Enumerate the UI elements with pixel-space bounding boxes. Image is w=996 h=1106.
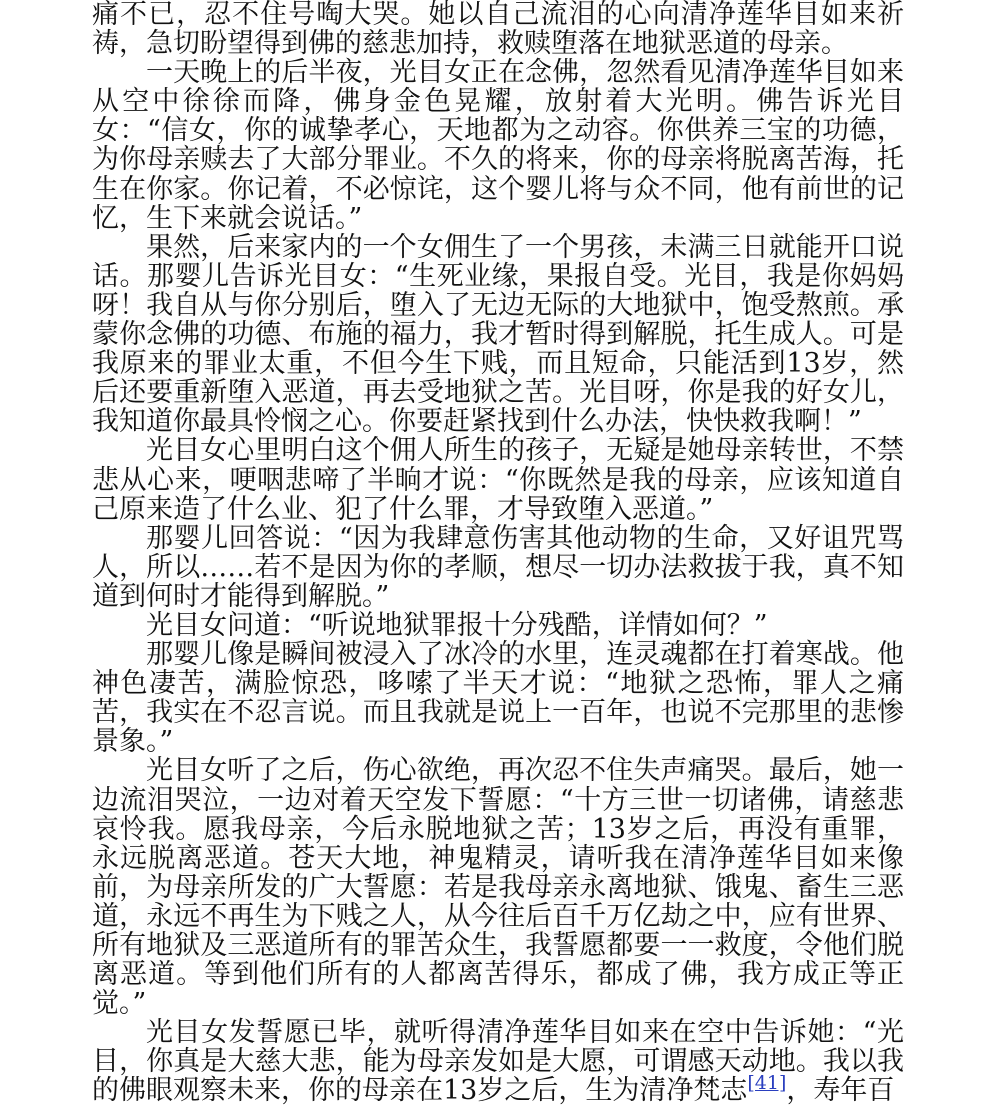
paragraph: 一天晚上的后半夜，光目女正在念佛，忽然看见清净莲华目如来从空中徐徐而降，佛身金色晃耀，放射着大光明。佛告诉光目女：“信女，你的诚挚孝心，天地都为之动容。你供养三宝的功德，为你母亲赎去了大部分罪业。不久的将来，你的母亲将脱离苦海，托生在你家。你记着，不必惊诧，这个婴儿将与众不同，他有前世的记忆，生下来就会说话。”	[92, 57, 904, 234]
footnote-link[interactable]: [41]	[747, 1072, 787, 1095]
paragraph: 果然，后来家内的一个女佣生了一个男孩，未满三日就能开口说话。那婴儿告诉光目女：“生死业缘，果报自受。光目，我是你妈妈呀！我自从与你分别后，堕入了无边无际的大地狱中，饱受熬煎。承蒙你念佛的功德、布施的福力，我才暂时得到解脱，托生成人。可是我原来的罪业太重，不但今生下贱，而且短命，只能活到13岁，然后还要重新堕入恶道，再去受地狱之苦。光目呀，你是我的好女儿，我知道你最具怜悯之心。你要赶紧找到什么办法，快快救我啊！”	[92, 231, 904, 438]
document-page	[92, 0, 904, 1106]
paragraph-text: 光目女发誓愿已毕，就听得清净莲华目如来在空中告诉她：“光目，你真是大慈大悲，能为母亲发如是大愿，可谓感天动地。我以我的佛眼观察未来，你的母亲在13岁之后，生为清净梵志	[92, 1017, 904, 1106]
paragraph: 光目女听了之后，伤心欲绝，再次忍不住失声痛哭。最后，她一边流泪哭泣，一边对着天空发下誓愿：“十方三世一切诸佛，请慈悲哀怜我。愿我母亲，今后永脱地狱之苦；13岁之后，再没有重罪，永远脱离恶道。苍天大地，神鬼精灵，请听我在清净莲华目如来像前，为母亲所发的广大誓愿：若是我母亲永离地狱、饿鬼、畜生三恶道，永远不再生为下贱之人，从今往后百千万亿劫之中，应有世界、所有地狱及三恶道所有的罪苦众生，我誓愿都要一一救度，令他们脱离恶道。等到他们所有的人都离苦得乐，都成了佛，我方成正等正觉。”	[92, 755, 904, 1020]
paragraph: 那婴儿像是瞬间被浸入了冰冷的水里，连灵魂都在打着寒战。他神色凄苦，满脸惊恐，哆嗦了半天才说：“地狱之恐怖，罪人之痛苦，我实在不忍言说。而且我就是说上一百年，也说不完那里的悲惨景象。”	[92, 639, 904, 758]
paragraph: 光目女问道：“听说地狱罪报十分残酷，详情如何？”	[146, 609, 768, 641]
paragraph-tail: ，寿年百	[786, 1075, 895, 1106]
paragraph: 那婴儿回答说：“因为我肆意伤害其他动物的生命，又好诅咒骂人，所以……若不是因为你的孝顺，想尽一切办法救拔于我，真不知道到何时才能得到解脱。”	[92, 522, 904, 612]
paragraph-last	[92, 1018, 904, 1105]
paragraph: 光目女心里明白这个佣人所生的孩子，无疑是她母亲转世，不禁悲从心来，哽咽悲啼了半晌才说：“你既然是我的母亲，应该知道自己原来造了什么业、犯了什么罪，才导致堕入恶道。”	[92, 435, 904, 525]
paragraph: 痛不已，忍不住号啕大哭。她以自己流泪的心向清净莲华目如来祈祷，急切盼望得到佛的慈悲加持，救赎堕落在地狱恶道的母亲。	[92, 0, 904, 60]
